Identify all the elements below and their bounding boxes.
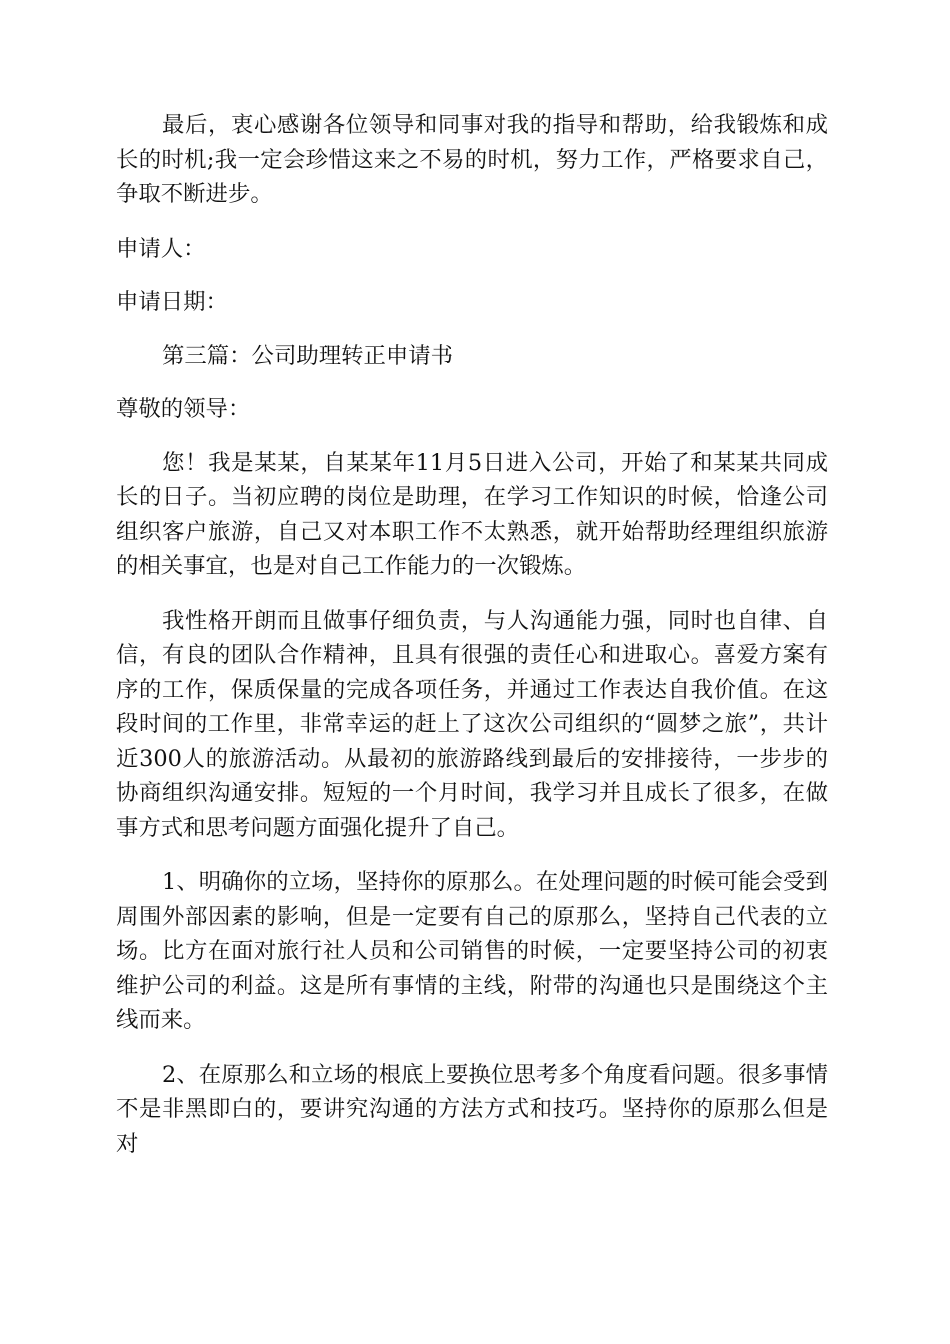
closing-paragraph: 最后，衷心感谢各位领导和同事对我的指导和帮助，给我锻炼和成长的时机;我一定会珍惜这来之不易的时机，努力工作，严格要求自己，争取不断进步。 (116, 112, 828, 207)
application-date-line: 申请日期： (116, 289, 228, 315)
applicant-line: 申请人： (116, 235, 206, 262)
body-paragraph-personality: 我性格开朗而且做事仔细负责，与人沟通能力强，同时也自律、自信，有良的团队合作精神，且具有很强的责任心和进取心。喜爱方案有序的工作，保质保量的完成各项任务，并通过工作表达自我价值。在这段时间的工作里，非常幸运的赶上了这次公司组织的“圆梦之旅”，共计近300人的旅游活动。从最初的旅游路线到最后的安排接待，一步步的协商组织沟通安排。短短的一个月时间，我学习并且成长了很多，在做事方式和思考问题方面强化提升了自己。 (116, 607, 828, 841)
document-page (116, 108, 828, 1161)
body-paragraph-point-1: 1、明确你的立场，坚持你的原那么。在处理问题的时候可能会受到周围外部因素的影响，但是一定要有自己的原那么，坚持自己代表的立场。比方在面对旅行社人员和公司销售的时候，一定要坚持公司的初衷维护公司的利益。这是所有事情的主线，附带的沟通也只是围绕这个主线而来。 (116, 869, 828, 1033)
body-paragraph-point-2: 2、在原那么和立场的根底上要换位思考多个角度看问题。很多事情不是非黑即白的，要讲究沟通的方法方式和技巧。坚持你的原那么但是对 (116, 1061, 828, 1157)
salutation: 尊敬的领导： (116, 396, 251, 422)
body-paragraph-intro: 您！我是某某，自某某年11月5日进入公司，开始了和某某共同成长的日子。当初应聘的岗位是助理，在学习工作知识的时候，恰逢公司组织客户旅游，自己又对本职工作不太熟悉，就开始帮助经理组织旅游的相关事宜，也是对自己工作能力的一次锻炼。 (116, 449, 828, 579)
section-title: 第三篇：公司助理转正申请书 (162, 342, 454, 369)
